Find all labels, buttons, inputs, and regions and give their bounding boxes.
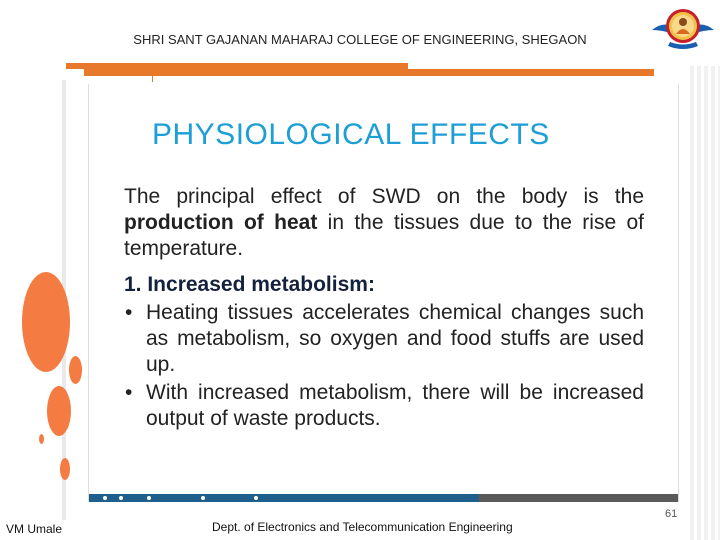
- decorative-bubble: [60, 458, 70, 480]
- subheading: 1. Increased metabolism:: [124, 273, 375, 296]
- header-rule: [84, 69, 654, 76]
- header-rule-tick: [152, 76, 153, 82]
- bullet-list: [124, 300, 644, 432]
- college-header: SHRI SANT GAJANAN MAHARAJ COLLEGE OF ENGINEERING, SHEGAON: [133, 32, 587, 47]
- bar-dot: [147, 496, 151, 500]
- bar-dot: [119, 496, 123, 500]
- intro-text: The principal effect of SWD on the body is the: [124, 185, 644, 208]
- bullet-item: • With increased metabolism, there will be increased output of waste products.: [146, 380, 644, 432]
- footer-department: Dept. of Electronics and Telecommunication Engineering: [212, 520, 513, 534]
- bar-dot: [103, 496, 107, 500]
- decorative-bubble: [69, 356, 82, 384]
- slide-body: [124, 184, 644, 432]
- intro-text-end: in the tissues due to the rise of temperature.: [124, 211, 644, 260]
- page-number: 61: [665, 508, 678, 520]
- right-stripes-decoration: [690, 66, 720, 540]
- slide-content: [88, 84, 679, 502]
- slide-bottom-bar: [89, 494, 678, 502]
- bullet-item: • Heating tissues accelerates chemical changes such as metabolism, so oxygen and food stuffs are used up.: [146, 300, 644, 378]
- decorative-bubble-large: [22, 272, 70, 372]
- decorative-bubble: [39, 434, 44, 444]
- college-logo: [650, 2, 716, 54]
- slide-title: PHYSIOLOGICAL EFFECTS: [152, 118, 550, 151]
- bar-dot: [201, 496, 205, 500]
- footer-author: VM Umale: [6, 522, 63, 536]
- bar-dot: [254, 496, 258, 500]
- intro-emphasis: production of heat: [124, 211, 318, 234]
- slide-bottom-bar-accent: [89, 494, 479, 502]
- intro-paragraph: [124, 184, 644, 262]
- decorative-bubble: [47, 386, 71, 436]
